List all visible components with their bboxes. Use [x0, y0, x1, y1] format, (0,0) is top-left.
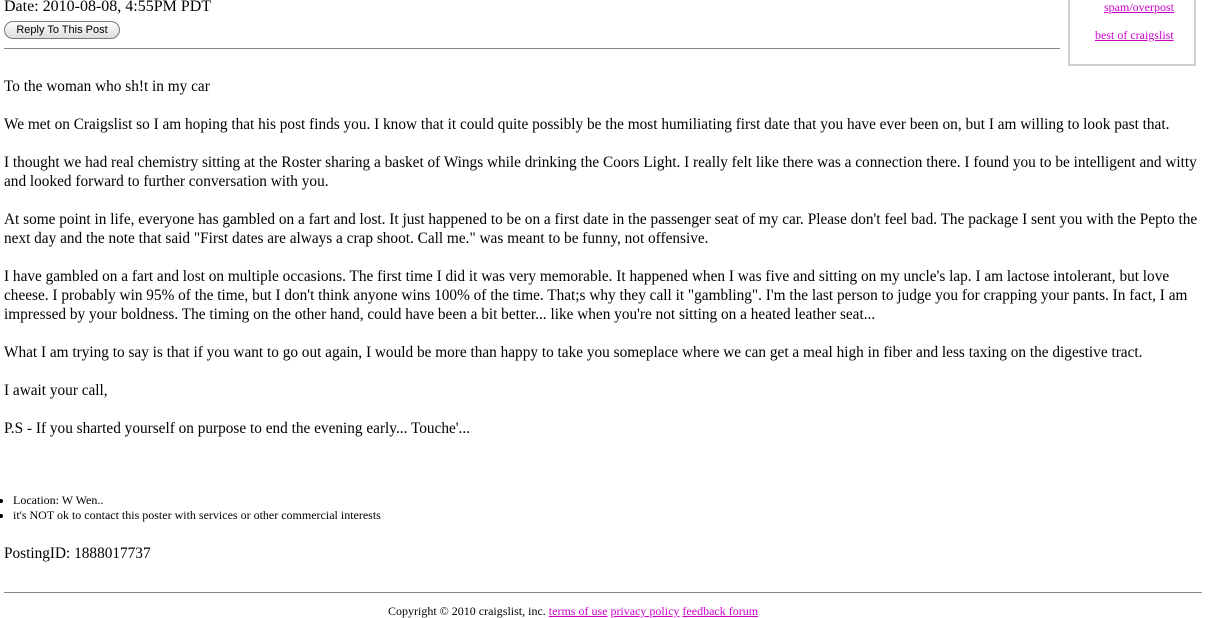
post-title: To the woman who sh!t in my car [4, 78, 210, 95]
contact-notice-item: • it's NOT ok to contact this poster with services or other commercial interests [13, 508, 381, 523]
reply-button[interactable]: Reply To This Post [4, 21, 120, 39]
best-of-craigslist-link[interactable]: best of craigslist [1095, 28, 1174, 42]
post-paragraph: I thought we had real chemistry sitting at the Roster sharing a basket of Wings while drinking the Coors Light. I really felt like there was a connection there. I found you to be intelligent and witty and looked forward to further conversation with you. [4, 154, 1197, 190]
feedback-link[interactable]: feedback forum [682, 604, 759, 618]
post-paragraph: I await your call, [4, 382, 108, 399]
header-divider [4, 48, 1060, 49]
footer-divider [4, 592, 1202, 593]
spam-overpost-link[interactable]: spam/overpost [1104, 0, 1174, 14]
post-paragraph: We met on Craigslist so I am hoping that his post finds you. I know that it could quite possibly be the most humiliating first date that you have ever been on, but I am willing to look past that. [4, 116, 1170, 133]
copyright-text: Copyright © 2010 craigslist, inc. [388, 604, 546, 618]
post-date: Date: 2010-08-08, 4:55PM PDT [4, 0, 212, 15]
sidebar-box [1068, 0, 1196, 66]
privacy-link[interactable]: privacy policy [610, 604, 680, 618]
post-paragraph: At some point in life, everyone has gambled on a fart and lost. It just happened to be on a first date in the passenger seat of my car. Please don't feel bad. The package I sent you with the Pepto the next day and the note that said "First dates are always a crap shoot. Call me." was meant to be funny, not offensive. [4, 211, 1198, 247]
terms-link[interactable]: terms of use [548, 604, 608, 618]
location-item: • Location: W Wen.. [13, 493, 381, 508]
post-signoff: P.S - If you sharted yourself on purpose to end the evening early... Touche'... [4, 420, 471, 437]
post-meta-list [0, 493, 381, 523]
post-body [4, 77, 1204, 457]
post-paragraph: What I am trying to say is that if you want to go out again, I would be more than happy to take you someplace where we can get a meal high in fiber and less taxing on the digestive tract. [4, 344, 1143, 361]
post-paragraph: I have gambled on a fart and lost on multiple occasions. The first time I did it was very memorable. It happened when I was five and sitting on my uncle's lap. I am lactose intolerant, but love cheese. I probably win 95% of the time, but I don't think anyone wins 100% of the time. That;s why they call it "gambling". I'm the last person to judge you for crapping your pants. In fact, I am impressed by your boldness. The timing on the other hand, could have been a bit better... like when you're not sitting on a heated leather seat... [4, 268, 1188, 323]
posting-id: PostingID: 1888017737 [4, 545, 151, 562]
footer [388, 604, 758, 618]
